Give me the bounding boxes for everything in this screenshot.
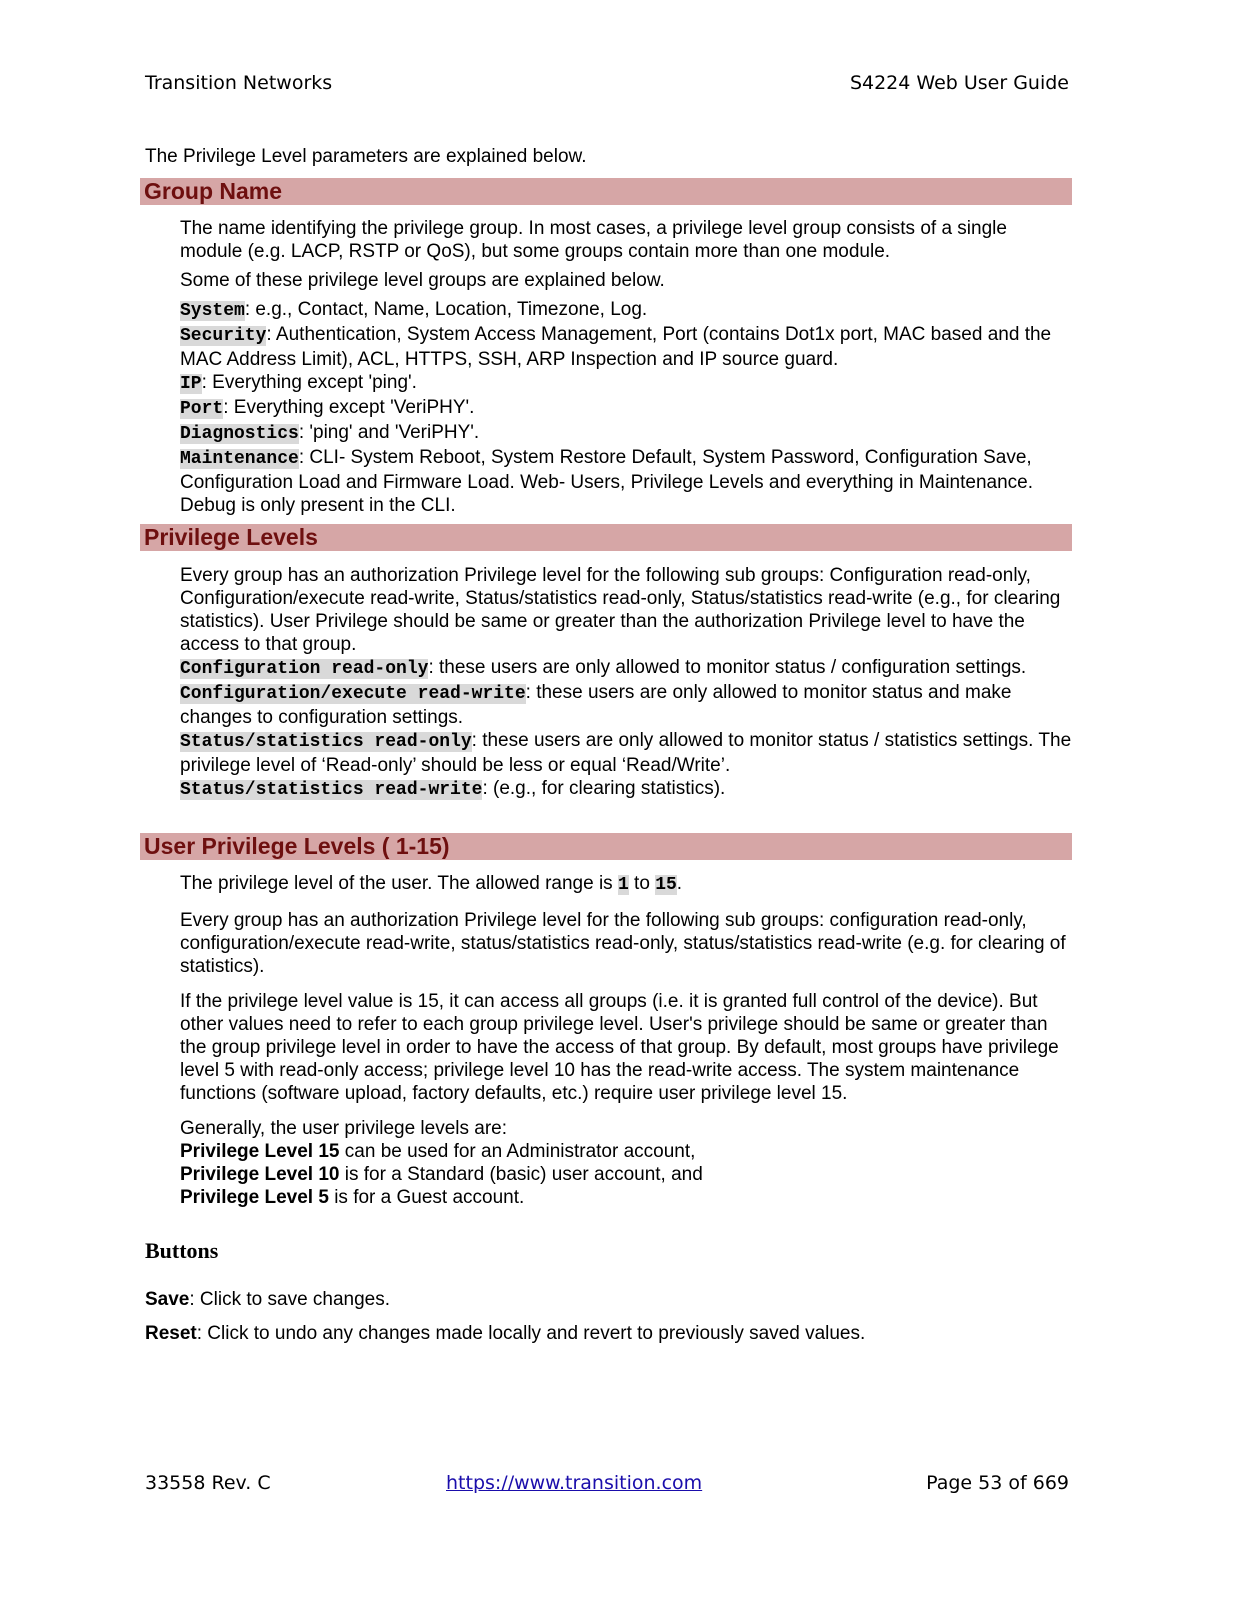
privilege-level-item [180,1186,1072,1209]
privilege-level-desc: is for a Guest account. [328,1187,525,1208]
privilege-item [180,729,1072,777]
privilege-level-label: Privilege Level 10 [180,1164,340,1185]
footer-revision: 33558 Rev. C [145,1472,271,1494]
user-privilege-subgroups: Every group has an authorization Privilege level for the following sub groups: configuration read-only, configuration/execute read-write, status/statistics read-only, status/statistics read-write (e.g. for clearing of statistics). [180,910,1066,977]
group-item [180,396,1072,421]
user-privilege-body [180,872,1072,1209]
privilege-level-desc: can be used for an Administrator account, [339,1141,696,1162]
privilege-level-item [180,1163,1072,1186]
privilege-level-desc: is for a Standard (basic) user account, and [339,1164,703,1185]
group-desc: : Authentication, System Access Management, Port (contains Dot1x port, MAC based and the MAC Address Limit), ACL, HTTPS, SSH, ARP Inspection and IP source guard. [180,324,1052,370]
group-term: Maintenance [180,449,299,469]
header-guide-title: S4224 Web User Guide [849,72,1069,94]
group-desc: : Everything except 'ping'. [201,372,417,393]
privilege-level-item [180,1140,1072,1163]
save-term: Save [145,1289,190,1310]
privilege-item [180,681,1072,729]
user-privilege-general: Generally, the user privilege levels are: [180,1118,508,1139]
section-heading-privilege-levels: Privilege Levels [140,524,1072,551]
privilege-term: Status/statistics read-only [180,732,472,752]
group-term: Diagnostics [180,424,299,444]
user-privilege-range [180,872,1072,897]
header-company: Transition Networks [145,72,333,94]
group-term: IP [180,374,202,394]
footer-page-number: Page 53 of 669 [926,1472,1069,1494]
privilege-level-label: Privilege Level 15 [180,1141,340,1162]
privilege-term: Status/statistics read-write [180,780,483,800]
group-term: System [180,301,245,321]
section-heading-group-name: Group Name [140,178,1072,205]
group-term: Security [180,326,267,346]
range-max: 15 [655,875,677,895]
group-term: Port [180,399,224,419]
reset-desc: : Click to undo any changes made locally and revert to previously saved values. [196,1323,866,1344]
privilege-level-label: Privilege Level 5 [180,1187,329,1208]
group-name-body [180,217,1072,517]
privilege-term: Configuration/execute read-write [180,684,526,704]
privilege-desc: : these users are only allowed to monitor status / configuration settings. [428,657,1027,678]
footer-website-link[interactable]: https://www.transition.com [446,1472,703,1494]
save-desc: : Click to save changes. [189,1289,391,1310]
range-text: . [676,873,683,894]
intro-text: The Privilege Level parameters are explained below. [145,146,587,167]
user-privilege-details: If the privilege level value is 15, it can access all groups (i.e. it is granted full control of the device). But other values need to refer to each group privilege level. User's privilege should be same or greater than the group privilege level in order to have the access of that group. By default, most groups have privilege level 5 with read-only access; privilege level 10 has the read-write access. The system maintenance functions (software upload, factory defaults, etc.) require user privilege level 15. [180,991,1059,1104]
group-desc: : Everything except 'VeriPHY'. [223,397,475,418]
group-item [180,323,1072,371]
group-item [180,446,1072,517]
privilege-desc: : (e.g., for clearing statistics). [482,778,726,799]
group-name-description: The name identifying the privilege group. In most cases, a privilege level group consists of a single module (e.g. LACP, RSTP or QoS), but some groups contain more than one module. [180,218,1007,262]
range-min: 1 [617,875,629,895]
privilege-item [180,656,1072,681]
group-item [180,298,1072,323]
privilege-levels-description: Every group has an authorization Privilege level for the following sub groups: Configuration read-only, Configuration/execute read-write, Status/statistics read-only, Status/statistics read-write (e.g., for clearing statistics). User Privilege should be same or greater than the authorization Privilege level to have the access to that group. [180,565,1061,655]
group-desc: : CLI- System Reboot, System Restore Default, System Password, Configuration Save, Configuration Load and Firmware Load. Web- Users, Privilege Levels and everything in Maintenance. Debug is only present in the CLI. [180,447,1033,516]
privilege-desc: : these users are only allowed to monitor status / statistics settings. The privilege level of ‘Read-only’ should be less or equal ‘Read/Write’. [180,730,1072,776]
save-description [145,1289,390,1311]
privilege-levels-body [180,564,1072,802]
group-desc: : e.g., Contact, Name, Location, Timezone, Log. [244,299,648,320]
range-text: to [628,873,656,894]
reset-description [145,1323,865,1345]
buttons-heading: Buttons [145,1238,219,1263]
group-desc: : 'ping' and 'VeriPHY'. [298,422,480,443]
privilege-desc: : these users are only allowed to monitor status and make changes to configuration settings. [180,682,1012,728]
reset-term: Reset [145,1323,197,1344]
section-heading-user-privilege-levels: User Privilege Levels ( 1-15) [140,833,1072,860]
group-item [180,371,1072,396]
group-name-subtitle: Some of these privilege level groups are explained below. [180,270,665,291]
privilege-item [180,777,1072,802]
group-item [180,421,1072,446]
privilege-term: Configuration read-only [180,659,429,679]
range-text: The privilege level of the user. The allowed range is [180,873,618,894]
